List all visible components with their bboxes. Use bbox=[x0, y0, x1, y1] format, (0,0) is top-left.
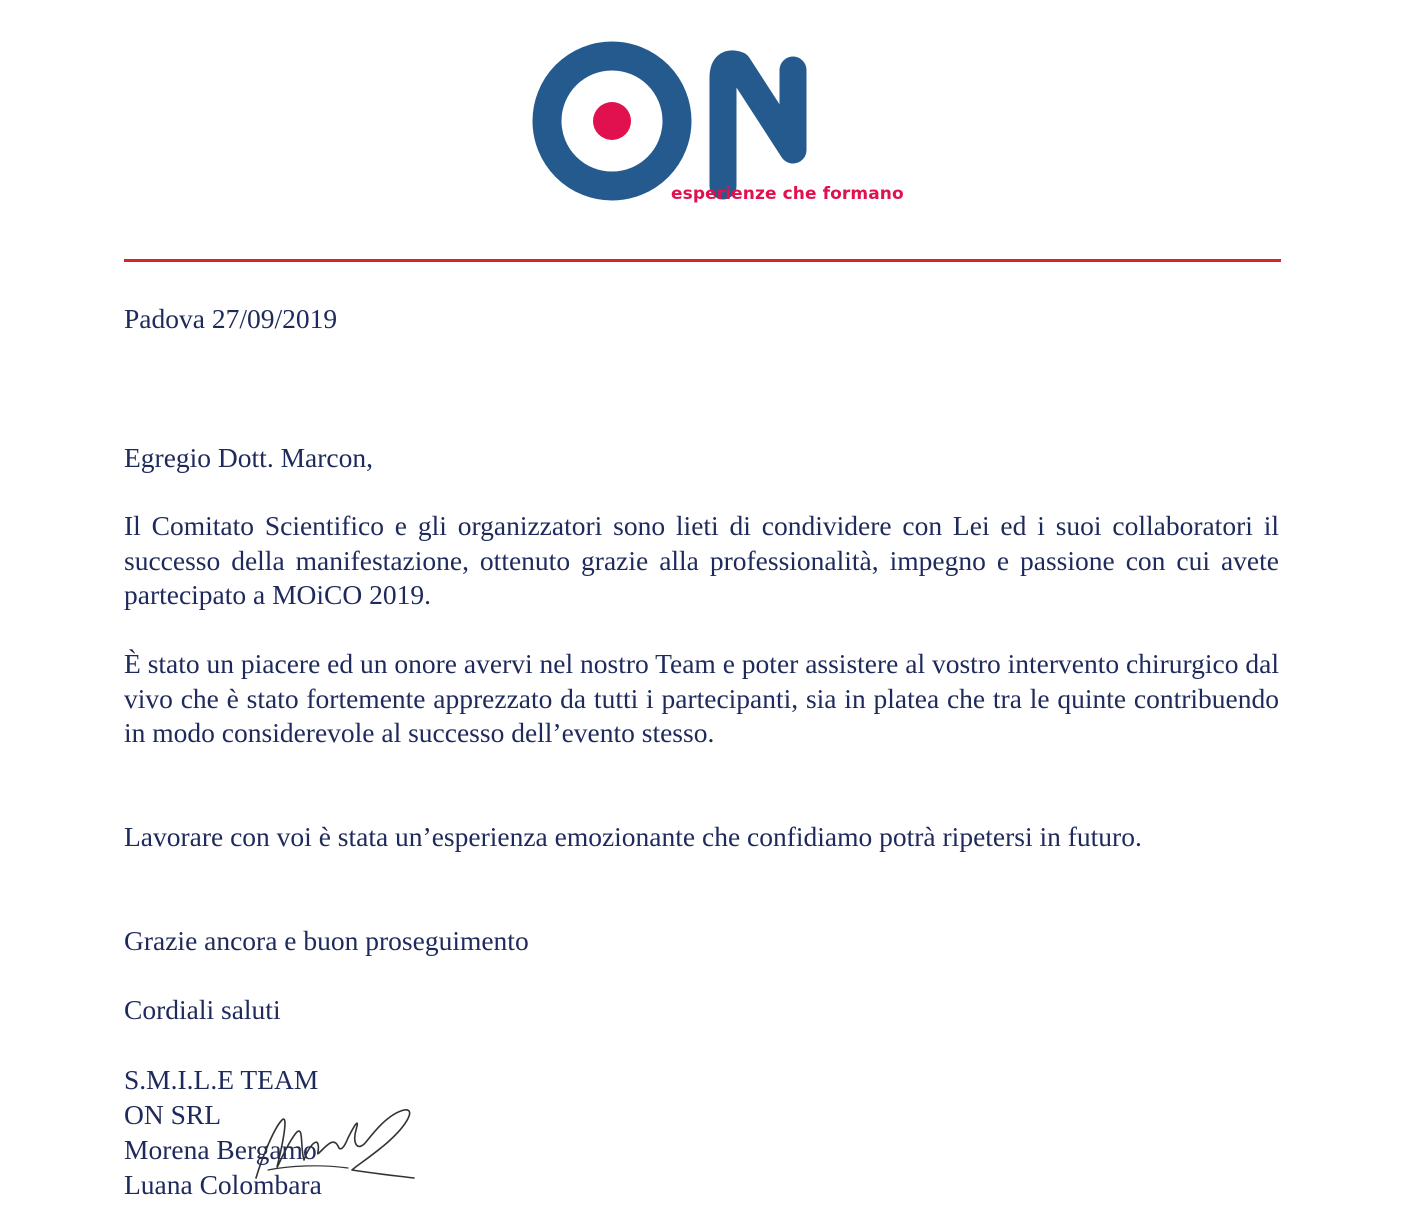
handwritten-signature bbox=[248, 1108, 423, 1193]
paragraph-intervention: È stato un piacere ed un onore avervi nel nostro Team e poter assistere al vostro intervento chirurgico dal vivo che è stato fortemente apprezzato da tutti i partecipanti, sia in platea che tra le quinte contribuendo in modo considerevole al successo dell’evento stesso. bbox=[124, 648, 1279, 748]
company-logo bbox=[0, 0, 1404, 230]
logo-red-dot bbox=[593, 102, 631, 140]
signature-name-1: Morena Bergamo bbox=[124, 1134, 317, 1165]
signature-company: ON SRL bbox=[124, 1099, 222, 1130]
closing-regards: Cordiali saluti bbox=[124, 994, 281, 1025]
paragraph-future: Lavorare con voi è stata un’esperienza emozionante che confidiamo potrà ripetersi in futuro. bbox=[124, 821, 1142, 852]
header-divider bbox=[124, 259, 1281, 262]
place-date: Padova 27/09/2019 bbox=[124, 303, 338, 334]
logo-tagline: esperienze che formano bbox=[671, 184, 904, 204]
logo-letter-n bbox=[723, 64, 793, 186]
closing-thanks: Grazie ancora e buon proseguimento bbox=[124, 925, 529, 956]
paragraph-thanks: Il Comitato Scientifico e gli organizzatori sono lieti di condividere con Lei ed i suoi collaboratori il successo della manifestazione, ottenuto grazie alla professionalità, impegno e passione con cui avete partecipato a MOiCO 2019. bbox=[124, 510, 1279, 610]
salutation: Egregio Dott. Marcon, bbox=[124, 442, 373, 473]
signature-name-2: Luana Colombara bbox=[124, 1169, 322, 1200]
signature-team: S.M.I.L.E TEAM bbox=[124, 1064, 319, 1095]
